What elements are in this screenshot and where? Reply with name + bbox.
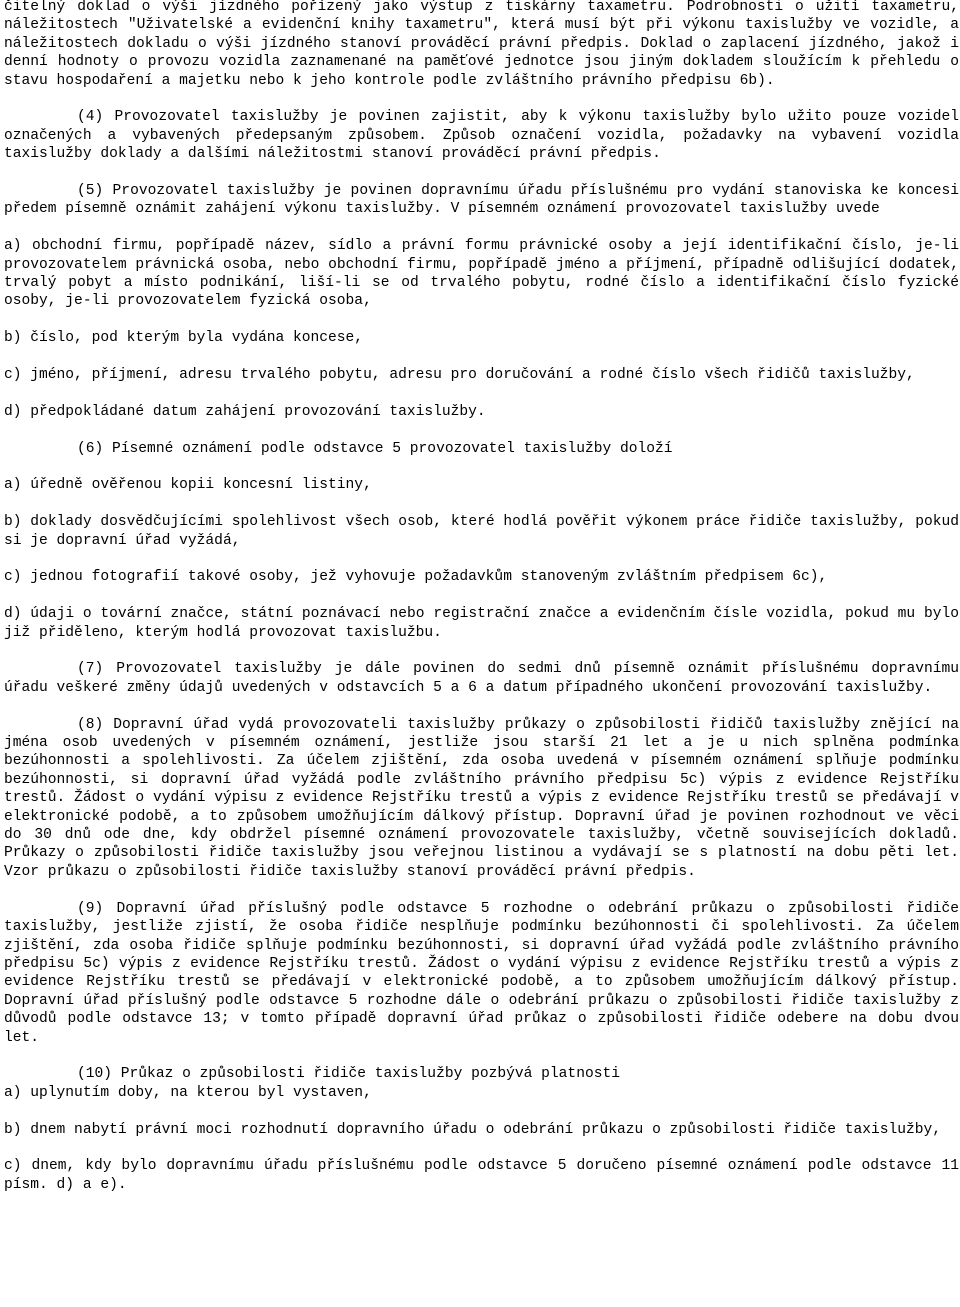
list-item-5b: b) číslo, pod kterým byla vydána koncese, [4, 330, 364, 347]
paragraph-intro: čitelný doklad o výši jízdného pořízený jako výstup z tiskárny taxametru. Podrobnosti o užití taxametru, náležitostech "Uživatelské a evidenční knihy taxametru", která musí být při výkonu taxislužby ve vozidle, a náležitostech dokladu o výši jízdného stanoví prováděcí právní předpis. Doklad o zaplacení jízdného, jakož i denní hodnoty o provozu vozidla zaznamenané na paměťové jednotce jsou jiným dokladem sloužícím k přehledu o stavu hospodaření a majetku nebo k jeho kontrole podle zvláštního právního předpisu 6b). [4, 0, 959, 89]
list-item-10c: c) dnem, kdy bylo dopravnímu úřadu příslušnému podle odstavce 5 doručeno písemné oznámení podle odstavce 11 písm. d) a e). [4, 1158, 959, 1193]
paragraph-4: (4) Provozovatel taxislužby je povinen zajistit, aby k výkonu taxislužby bylo užito pouze vozidel označených a vybavených předepsaným způsobem. Způsob označení vozidla, požadavky na vybavení vozidla taxislužby doklady a dalšími náležitostmi stanoví prováděcí právní předpis. [4, 109, 959, 163]
document-page [4, 0, 959, 1194]
paragraph-6: (6) Písemné oznámení podle odstavce 5 provozovatel taxislužby doloží [77, 440, 673, 457]
list-item-10a: a) uplynutím doby, na kterou byl vystaven, [4, 1084, 372, 1101]
list-item-5a: a) obchodní firmu, popřípadě název, sídlo a právní formu právnické osoby a její identifikační číslo, je-li provozovatelem právnická osoba, nebo obchodní firmu, popřípadě jméno a příjmení, případně odlišující dodatek, trvalý pobyt a místo podnikání, liší-li se od trvalého pobytu, rodné číslo a identifikační číslo fyzické osoby, je-li provozovatelem fyzická osoba, [4, 238, 959, 310]
list-item-6d: d) údaji o tovární značce, státní poznávací nebo registrační značce a evidenčním čísle vozidla, pokud mu bylo již přiděleno, kterým hodlá provozovat taxislužbu. [4, 606, 959, 641]
list-item-6c: c) jednou fotografií takové osoby, jež vyhovuje požadavkům stanoveným zvláštním předpisem 6c), [4, 569, 828, 586]
list-item-5c: c) jméno, příjmení, adresu trvalého pobytu, adresu pro doručování a rodné číslo všech řidičů taxislužby, [4, 367, 915, 384]
list-item-6b: b) doklady dosvědčujícími spolehlivost všech osob, které hodlá pověřit výkonem práce řidiče taxislužby, pokud si je dopravní úřad vyžádá, [4, 514, 959, 549]
list-item-10b: b) dnem nabytí právní moci rozhodnutí dopravního úřadu o odebrání průkazu o způsobilosti řidiče taxislužby, [4, 1121, 942, 1138]
paragraph-5: (5) Provozovatel taxislužby je povinen dopravnímu úřadu příslušnému pro vydání stanoviska ke koncesi předem písemně oznámit zahájení výkonu taxislužby. V písemném oznámení provozovatel taxislužby uvede [4, 183, 959, 218]
paragraph-9: (9) Dopravní úřad příslušný podle odstavce 5 rozhodne o odebrání průkazu o způsobilosti řidiče taxislužby, jestliže zjistí, že osoba řidiče nesplňuje podmínku bezúhonnosti či spolehlivosti. Za účelem zjištění, zda osoba řidiče splňuje podmínku bezúhonnosti, si dopravní úřad vyžádá podle zvláštního právního předpisu 5c) výpis z evidence Rejstříku trestů. Žádost o vydání výpisu z evidence Rejstříku trestů a výpis z evidence Rejstříku trestů se předávají v elektronické podobě, a to způsobem umožňujícím dálkový přístup. Dopravní úřad příslušný podle odstavce 5 rozhodne dále o odebrání průkazu o způsobilosti řidiče taxislužby z důvodů podle odstavce 13; v tomto případě dopravní úřad průkaz o způsobilosti řidiče odebere na dobu dvou let. [4, 900, 959, 1046]
paragraph-10: (10) Průkaz o způsobilosti řidiče taxislužby pozbývá platnosti [77, 1066, 620, 1083]
paragraph-8: (8) Dopravní úřad vydá provozovateli taxislužby průkazy o způsobilosti řidičů taxislužby znějící na jména osob uvedených v písemném oznámení, jestliže jsou starší 21 let a je u nich splněna podmínka bezúhonnosti a spolehlivosti. Za účelem zjištění, zda osoba uvedená v písemném oznámení splňuje podmínku bezúhonnosti, si dopravní úřad vyžádá podle zvláštního právního předpisu 5c) výpis z evidence Rejstříku trestů. Žádost o vydání výpisu z evidence Rejstříku trestů a výpis z evidence Rejstříku trestů se předávají v elektronické podobě, a to způsobem umožňujícím dálkový přístup. Dopravní úřad je povinen rozhodnout ve věci do 30 dnů ode dne, kdy obdržel písemné oznámení provozovatele taxislužby, včetně souvisejících dokladů. Průkazy o způsobilosti řidiče taxislužby jsou veřejnou listinou a vydávají se s platností na dobu pěti let. Vzor průkazu o způsobilosti řidiče taxislužby stanoví prováděcí právní předpis. [4, 716, 959, 880]
list-item-5d: d) předpokládané datum zahájení provozování taxislužby. [4, 403, 486, 420]
list-item-6a: a) úředně ověřenou kopii koncesní listiny, [4, 477, 372, 494]
paragraph-7: (7) Provozovatel taxislužby je dále povinen do sedmi dnů písemně oznámit příslušnému dopravnímu úřadu veškeré změny údajů uvedených v odstavcích 5 a 6 a datum případného ukončení provozování taxislužby. [4, 661, 959, 696]
